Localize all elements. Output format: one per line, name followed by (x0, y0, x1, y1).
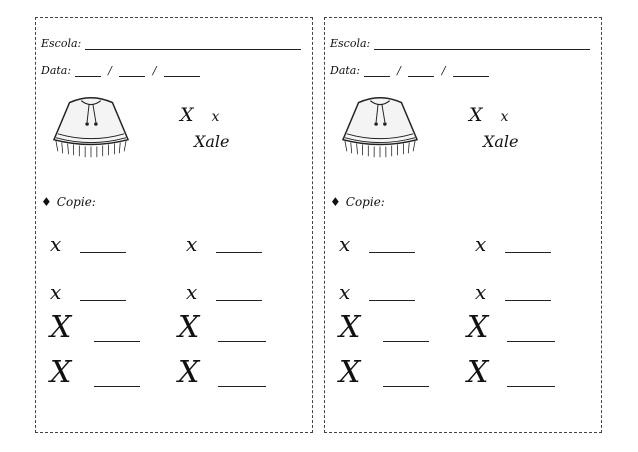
poncho-icon (52, 87, 130, 165)
letter-upper: X (469, 104, 483, 126)
exercise-line[interactable] (218, 386, 266, 387)
date-month-line[interactable] (119, 67, 145, 77)
exercise-line[interactable] (507, 386, 555, 387)
exercise-letter: x (339, 280, 351, 304)
copy-instruction (330, 195, 385, 209)
date-label: Data: (330, 64, 361, 77)
exercise-line[interactable] (94, 386, 140, 387)
exercise-letter: X (50, 355, 72, 390)
exercise-letter: X (339, 355, 361, 390)
exercise-letter: x (339, 232, 351, 256)
exercise-letter: x (475, 232, 487, 256)
diamond-bullet-icon: ♦ (41, 195, 52, 209)
school-label: Escola: (330, 37, 371, 50)
exercise-lower (475, 232, 551, 256)
exercise-letter: X (467, 310, 489, 345)
school-label: Escola: (41, 37, 82, 50)
exercise-line[interactable] (216, 252, 262, 253)
date-label: Data: (41, 64, 72, 77)
exercise-line[interactable] (218, 341, 266, 342)
date-year-line[interactable] (164, 67, 200, 77)
exercise-lower (186, 280, 262, 304)
exercise-line[interactable] (94, 341, 140, 342)
worksheet-right (324, 17, 602, 433)
exercise-line[interactable] (505, 300, 551, 301)
exercise-lower (475, 280, 551, 304)
copy-label: Copie: (345, 195, 385, 209)
letter-lower: x (500, 109, 509, 125)
exercise-upper (467, 355, 555, 390)
exercise-letter: X (178, 310, 200, 345)
date-month-line[interactable] (408, 67, 434, 77)
school-line[interactable] (374, 40, 590, 50)
exercise-line[interactable] (383, 341, 429, 342)
diamond-bullet-icon: ♦ (330, 195, 341, 209)
worksheet-left (35, 17, 313, 433)
date-field (41, 64, 200, 77)
example-word: Xale (194, 132, 230, 151)
exercise-lower (50, 280, 126, 304)
copy-label: Copie: (56, 195, 96, 209)
school-line[interactable] (85, 40, 301, 50)
exercise-upper (339, 310, 429, 345)
copy-instruction (41, 195, 96, 209)
exercise-line[interactable] (216, 300, 262, 301)
date-separator: / (441, 64, 446, 77)
exercise-letter: X (467, 355, 489, 390)
school-field (330, 37, 590, 50)
exercise-upper (339, 355, 429, 390)
date-separator: / (152, 64, 157, 77)
exercise-letter: x (50, 232, 62, 256)
exercise-lower (339, 232, 415, 256)
exercise-line[interactable] (80, 300, 126, 301)
exercise-letter: x (475, 280, 487, 304)
poncho-icon (341, 87, 419, 165)
date-year-line[interactable] (453, 67, 489, 77)
example-word: Xale (483, 132, 519, 151)
exercise-letter: x (50, 280, 62, 304)
exercise-letter: X (178, 355, 200, 390)
date-day-line[interactable] (75, 67, 101, 77)
letter-pair (180, 104, 219, 126)
exercise-upper (178, 355, 266, 390)
exercise-upper (50, 355, 140, 390)
exercise-line[interactable] (80, 252, 126, 253)
school-field (41, 37, 301, 50)
exercise-lower (186, 232, 262, 256)
exercise-line[interactable] (369, 252, 415, 253)
date-day-line[interactable] (364, 67, 390, 77)
exercise-line[interactable] (383, 386, 429, 387)
exercise-letter: X (50, 310, 72, 345)
exercise-line[interactable] (507, 341, 555, 342)
exercise-line[interactable] (369, 300, 415, 301)
date-field (330, 64, 489, 77)
letter-pair (469, 104, 508, 126)
exercise-upper (178, 310, 266, 345)
letter-lower: x (211, 109, 220, 125)
exercise-letter: X (339, 310, 361, 345)
date-separator: / (397, 64, 401, 77)
exercise-letter: x (186, 232, 198, 256)
exercise-upper (50, 310, 140, 345)
exercise-lower (339, 280, 415, 304)
exercise-upper (467, 310, 555, 345)
exercise-line[interactable] (505, 252, 551, 253)
date-separator: / (108, 64, 112, 77)
letter-upper: X (180, 104, 194, 126)
exercise-lower (50, 232, 126, 256)
exercise-letter: x (186, 280, 198, 304)
